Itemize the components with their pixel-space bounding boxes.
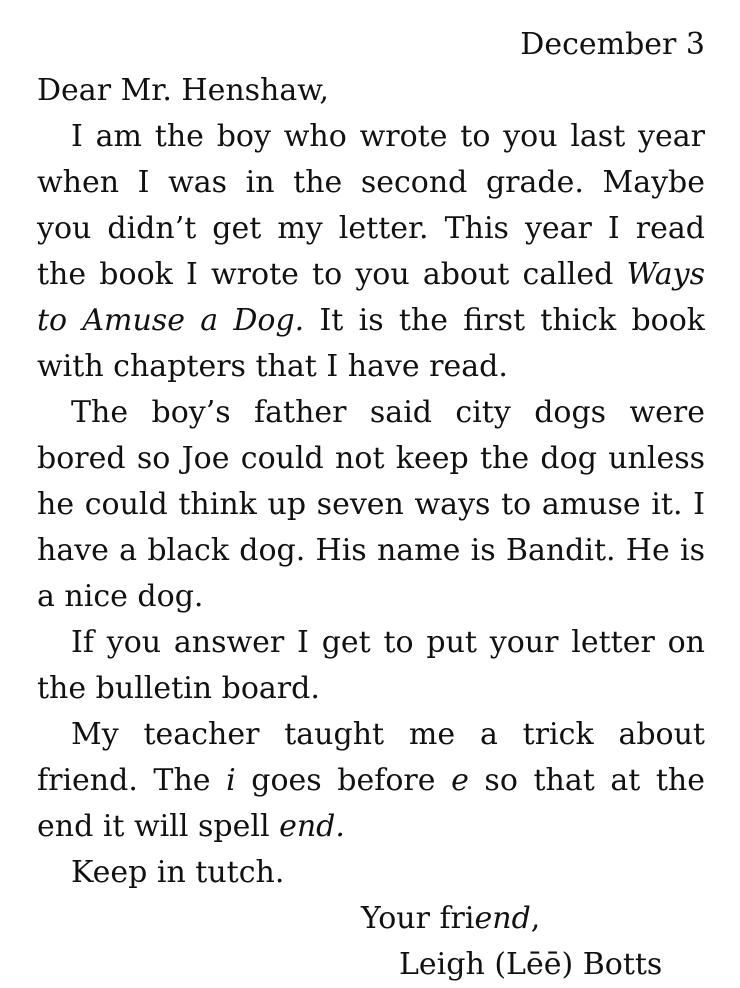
paragraph-1-text-a: I am the boy who wrote to you last year when I was in the second grade. Maybe you didn’t get my letter. This year I read the book I wrote to you about called bbox=[37, 119, 705, 292]
closing-text-pre: Your fri bbox=[361, 901, 475, 936]
paragraph-4-text-b: goes before bbox=[235, 763, 452, 798]
paragraph-4 bbox=[37, 712, 705, 850]
letter-page bbox=[37, 22, 705, 988]
paragraph-5: Keep in tutch. bbox=[71, 855, 285, 890]
letter-closing bbox=[37, 896, 705, 942]
closing-text-post: , bbox=[530, 901, 541, 936]
book-title: Ways to Amuse a Dog. bbox=[37, 257, 705, 338]
paragraph-4-text-a: My teacher taught me a trick about friend. The bbox=[37, 717, 705, 798]
paragraph-3: If you answer I get to put your letter on the bulletin board. bbox=[37, 625, 705, 706]
italic-letter-i: i bbox=[226, 763, 236, 798]
letter-date: December 3 bbox=[520, 27, 705, 62]
paragraph-2: The boy’s father said city dogs were bored so Joe could not keep the dog unless he could think up seven ways to amuse it. I have a black dog. His name is Bandit. He is a nice dog. bbox=[37, 395, 705, 614]
italic-word-end: end. bbox=[279, 809, 345, 844]
closing-text-italic: end bbox=[474, 901, 531, 936]
letter-greeting: Dear Mr. Henshaw, bbox=[37, 73, 329, 108]
paragraph-1 bbox=[37, 114, 705, 390]
paragraph-1-text-b: It is the first thick book with chapters that I have read. bbox=[37, 303, 705, 384]
paragraph-4-text-c: so that at the end it will spell bbox=[37, 763, 705, 844]
italic-letter-e: e bbox=[451, 763, 469, 798]
letter-signature: Leigh (Lēē) Botts bbox=[399, 947, 663, 982]
